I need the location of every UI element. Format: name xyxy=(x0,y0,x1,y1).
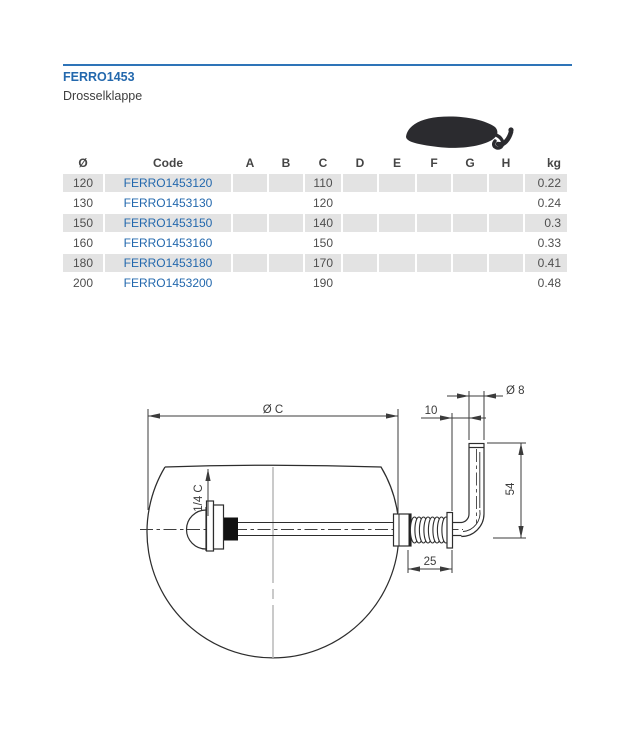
table-cell: 130 xyxy=(72,196,94,210)
column-header-a: A xyxy=(245,156,255,170)
handle-tube xyxy=(453,444,485,537)
table-cell: 150 xyxy=(63,214,103,232)
table-cell: 0.24 xyxy=(537,196,561,210)
code-link[interactable]: FERRO1453130 xyxy=(123,196,213,210)
table-cell: 170 xyxy=(305,254,341,272)
column-header-c: C xyxy=(318,156,328,170)
code-link[interactable]: FERRO1453120 xyxy=(105,174,231,192)
dim-label-quarter-c: 1/4 C xyxy=(193,484,205,512)
column-header-code: Code xyxy=(153,156,183,170)
dim-label-54: 54 xyxy=(505,482,517,496)
column-header-b: B xyxy=(281,156,291,170)
table-cell: 190 xyxy=(312,276,334,290)
table-cell: 200 xyxy=(72,276,94,290)
table-cell: 180 xyxy=(63,254,103,272)
column-header-h: H xyxy=(501,156,511,170)
table-cell: 0.22 xyxy=(525,174,567,192)
dim-label-dia-c: Ø C xyxy=(262,404,284,416)
table-cell: 0.33 xyxy=(537,236,561,250)
axle-rod xyxy=(238,523,394,536)
code-link[interactable]: FERRO1453150 xyxy=(105,214,231,232)
axle-spacer-black xyxy=(224,518,238,541)
dim-label-10: 10 xyxy=(424,405,438,417)
column-header-ø: Ø xyxy=(78,156,88,170)
product-name: Drosselklappe xyxy=(63,89,143,103)
table-cell: 110 xyxy=(305,174,341,192)
column-header-g: G xyxy=(465,156,475,170)
table-cell: 160 xyxy=(72,236,94,250)
dimension-arrows xyxy=(148,393,524,571)
table-cell: 120 xyxy=(63,174,103,192)
table-cell: 150 xyxy=(312,236,334,250)
code-link[interactable]: FERRO1453200 xyxy=(123,276,213,290)
code-link[interactable]: FERRO1453180 xyxy=(105,254,231,272)
bushing xyxy=(394,514,412,546)
column-header-d: D xyxy=(355,156,365,170)
washer xyxy=(447,513,453,549)
table-cell: 0.48 xyxy=(537,276,561,290)
table-cell: 0.3 xyxy=(525,214,567,232)
dim-label-25: 25 xyxy=(423,556,437,568)
code-link[interactable]: FERRO1453160 xyxy=(123,236,213,250)
column-header-kg: kg xyxy=(546,156,561,170)
column-header-e: E xyxy=(392,156,401,170)
table-cell: 140 xyxy=(305,214,341,232)
column-header-f: F xyxy=(430,156,438,170)
table-cell: 0.41 xyxy=(525,254,567,272)
dim-label-dia-8: Ø 8 xyxy=(506,385,525,397)
page-title: FERRO1453 xyxy=(63,70,135,84)
spring xyxy=(410,517,450,543)
table-cell: 120 xyxy=(312,196,334,210)
